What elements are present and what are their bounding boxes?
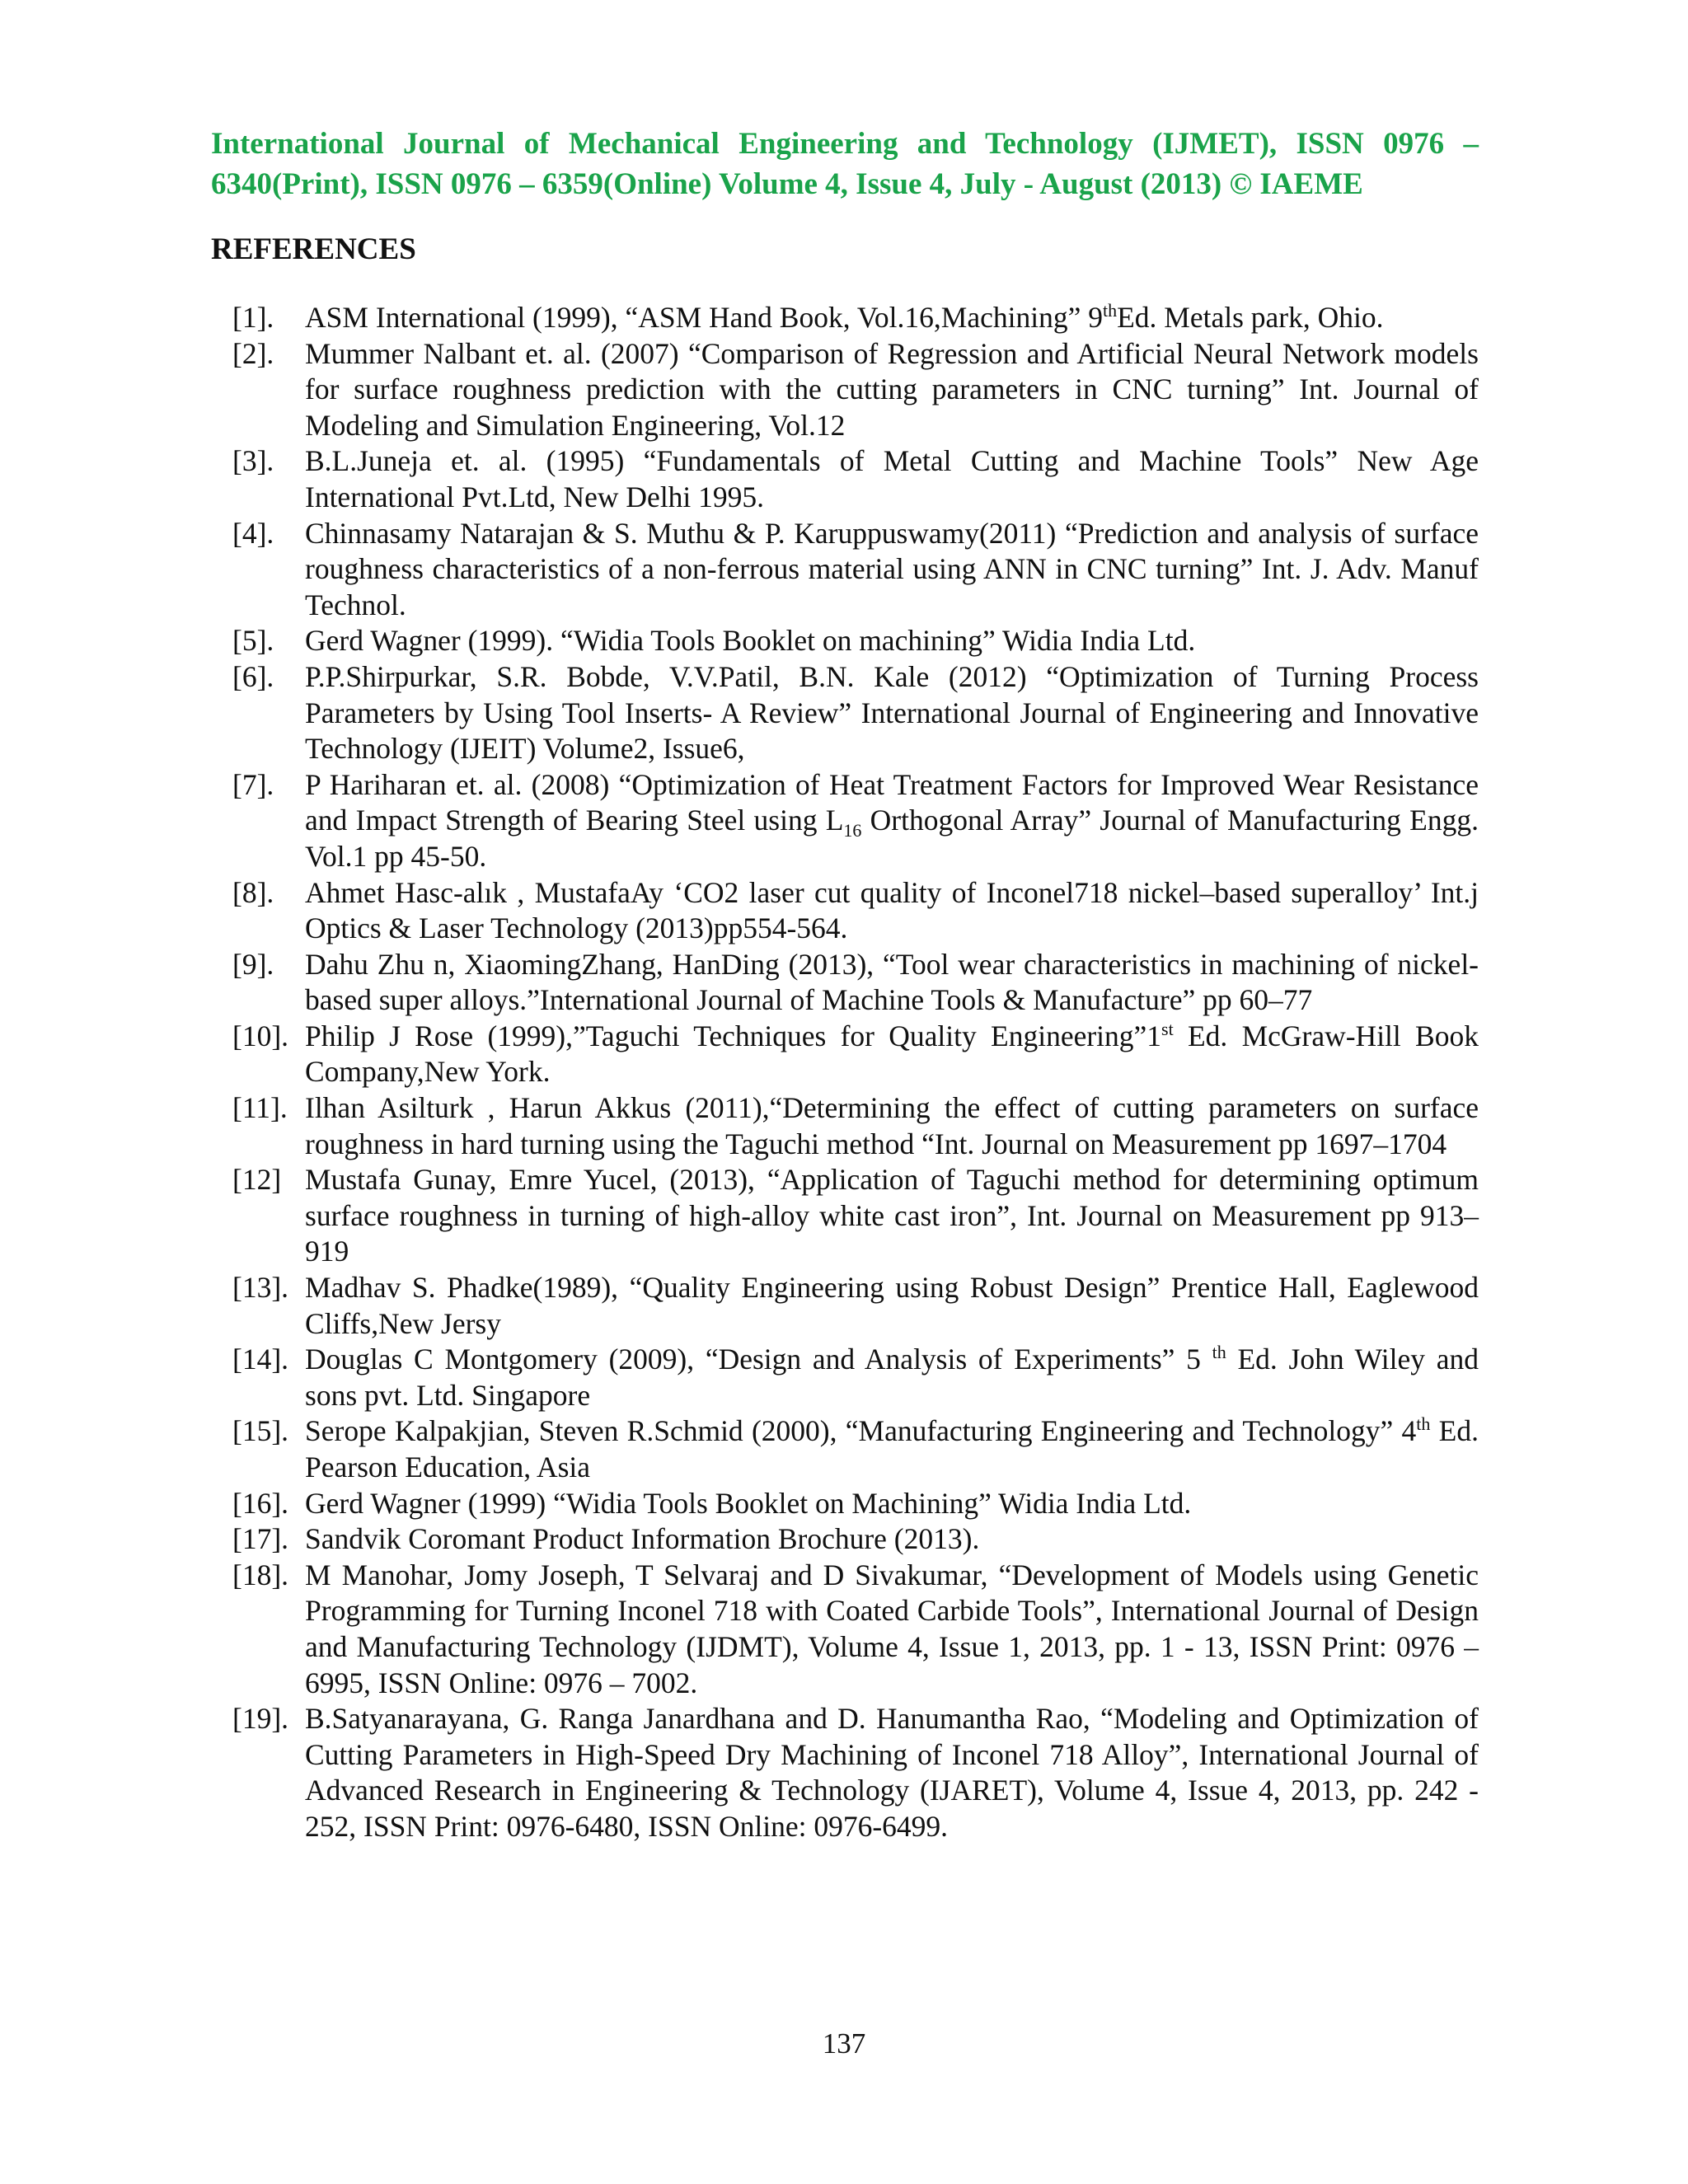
reference-text: P.P.Shirpurkar, S.R. Bobde, V.V.Patil, B.N. Kale (2012) “Optimization of Turning Process Parameters by Using Tool Inserts- A Review” International Journal of Engineering and Innovative Technology (IJEIT) Volume2, Issue6, bbox=[305, 659, 1479, 766]
reference-item bbox=[232, 443, 1479, 515]
reference-number: [16]. bbox=[232, 1486, 289, 1520]
reference-text: B.Satyanarayana, G. Ranga Janardhana and D. Hanumantha Rao, “Modeling and Optimization of Cutting Parameters in High-Speed Dry Machining of Inconel 718 Alloy”, International Journal of Advanced Research in Engineering & Technology (IJARET), Volume 4, Issue 4, 2013, pp. 242 - 252, ISSN Print: 0976-6480, ISSN Online: 0976-6499. bbox=[305, 1702, 1479, 1843]
reference-number: [11]. bbox=[232, 1091, 288, 1125]
reference-number: [9]. bbox=[232, 947, 274, 981]
reference-text: Gerd Wagner (1999) “Widia Tools Booklet on Machining” Widia India Ltd. bbox=[305, 1486, 1192, 1520]
reference-text: Philip J Rose (1999),”Taguchi Techniques for Quality Engineering”1st Ed. McGraw-Hill Book Company,New York. bbox=[305, 1019, 1479, 1089]
reference-number: [4]. bbox=[232, 516, 274, 550]
reference-item bbox=[232, 659, 1479, 767]
reference-item bbox=[232, 947, 1479, 1019]
reference-text: Madhav S. Phadke(1989), “Quality Engineering using Robust Design” Prentice Hall, Eaglewood Cliffs,New Jersy bbox=[305, 1271, 1479, 1340]
reference-text: Sandvik Coromant Product Information Brochure (2013). bbox=[305, 1522, 980, 1556]
reference-item bbox=[232, 1521, 1479, 1558]
reference-text: Douglas C Montgomery (2009), “Design and Analysis of Experiments” 5 $^{th}$ Ed. John Wiley and sons pvt. Ltd. Singapore bbox=[305, 1342, 1479, 1412]
reference-number: [7]. bbox=[232, 767, 274, 801]
reference-item bbox=[232, 1558, 1479, 1701]
reference-item bbox=[232, 1701, 1479, 1844]
reference-number: [13]. bbox=[232, 1271, 289, 1305]
reference-item bbox=[232, 1019, 1479, 1090]
superscript: th bbox=[1212, 1342, 1226, 1363]
reference-item bbox=[232, 1270, 1479, 1342]
journal-header: International Journal of Mechanical Engineering and Technology (IJMET), ISSN 0976 – 6340(Print), ISSN 0976 – 6359(Online) Volume 4, Issue 4, July - August (2013) © IAEME bbox=[211, 127, 1479, 201]
reference-text: Chinnasamy Natarajan & S. Muthu & P. Karuppuswamy(2011) “Prediction and analysis of surface roughness characteristics of a non-ferrous material using ANN in CNC turning” Int. J. Adv. Manuf Technol. bbox=[305, 516, 1479, 621]
reference-item bbox=[232, 1162, 1479, 1270]
reference-number: [6]. bbox=[232, 659, 274, 693]
reference-number: [10]. bbox=[232, 1019, 289, 1052]
reference-item bbox=[232, 1342, 1479, 1413]
references-heading: REFERENCES bbox=[211, 232, 416, 266]
reference-item bbox=[232, 336, 1479, 444]
reference-item bbox=[232, 516, 1479, 624]
superscript: th bbox=[1102, 300, 1118, 321]
reference-item bbox=[232, 1486, 1479, 1522]
reference-text: P Hariharan et. al. (2008) “Optimization of Heat Treatment Factors for Improved Wear Resistance and Impact Strength of Bearing Steel using $L_{16}$ Orthogonal Array” Journal of Manufacturing Engg. Vol.1 pp 45-50. bbox=[305, 767, 1479, 873]
subscript: 16 bbox=[843, 820, 862, 841]
reference-item bbox=[232, 1413, 1479, 1485]
reference-text: Serope Kalpakjian, Steven R.Schmid (2000), “Manufacturing Engineering and Technology” 4th Ed. Pearson Education, Asia bbox=[305, 1413, 1479, 1483]
reference-text: M Manohar, Jomy Joseph, T Selvaraj and D Sivakumar, “Development of Models using Genetic Programming for Turning Inconel 718 with Coated Carbide Tools”, International Journal of Design and Manufacturing Technology (IJDMT), Volume 4, Issue 1, 2013, pp. 1 - 13, ISSN Print: 0976 – 6995, ISSN Online: 0976 – 7002. bbox=[305, 1558, 1479, 1699]
reference-item bbox=[232, 1090, 1479, 1162]
superscript: th bbox=[1416, 1413, 1431, 1435]
reference-item bbox=[232, 767, 1479, 875]
superscript: st bbox=[1161, 1019, 1174, 1040]
reference-text: Mummer Nalbant et. al. (2007) “Comparison of Regression and Artificial Neural Network models for surface roughness prediction with the cutting parameters in CNC turning” Int. Journal of Modeling and Simulation Engineering, Vol.12 bbox=[305, 336, 1479, 442]
reference-text: ASM International (1999), “ASM Hand Book, Vol.16,Machining” 9thEd. Metals park, Ohio. bbox=[305, 300, 1384, 334]
reference-number: [15]. bbox=[232, 1414, 289, 1448]
page-number: 137 bbox=[822, 2027, 866, 2060]
reference-number: [18]. bbox=[232, 1558, 289, 1591]
reference-item bbox=[232, 875, 1479, 947]
reference-item bbox=[232, 623, 1479, 659]
reference-number: [17]. bbox=[232, 1522, 289, 1556]
reference-text: Gerd Wagner (1999). “Widia Tools Booklet on machining” Widia India Ltd. bbox=[305, 624, 1196, 658]
reference-number: [8]. bbox=[232, 875, 274, 909]
reference-text: B.L.Juneja et. al. (1995) “Fundamentals of Metal Cutting and Machine Tools” New Age International Pvt.Ltd, New Delhi 1995. bbox=[305, 444, 1479, 513]
reference-text: Mustafa Gunay, Emre Yucel, (2013), “Application of Taguchi method for determining optimum surface roughness in turning of high-alloy white cast iron”, Int. Journal on Measurement pp 913–919 bbox=[305, 1163, 1479, 1268]
reference-number: [14]. bbox=[232, 1343, 289, 1376]
reference-number: [1]. bbox=[232, 301, 274, 334]
reference-item bbox=[232, 300, 1479, 336]
reference-text: Ilhan Asilturk , Harun Akkus (2011),“Determining the effect of cutting parameters on surface roughness in hard turning using the Taguchi method “Int. Journal on Measurement pp 1697–1704 bbox=[305, 1091, 1479, 1160]
reference-number: [3]. bbox=[232, 444, 274, 478]
reference-number: [19]. bbox=[232, 1702, 289, 1736]
reference-text: Dahu Zhu n, XiaomingZhang, HanDing (2013), “Tool wear characteristics in machining of nickel-based super alloys.”International Journal of Machine Tools & Manufacture” pp 60–77 bbox=[305, 947, 1479, 1017]
reference-text: Ahmet Hasc-alık , MustafaAy ‘CO2 laser cut quality of Inconel718 nickel–based superalloy’ Int.j Optics & Laser Technology (2013)pp554-564. bbox=[305, 875, 1479, 945]
reference-number: [2]. bbox=[232, 336, 274, 370]
reference-number: [12] bbox=[232, 1163, 282, 1197]
reference-number: [5]. bbox=[232, 624, 274, 658]
reference-list bbox=[232, 300, 1479, 1845]
